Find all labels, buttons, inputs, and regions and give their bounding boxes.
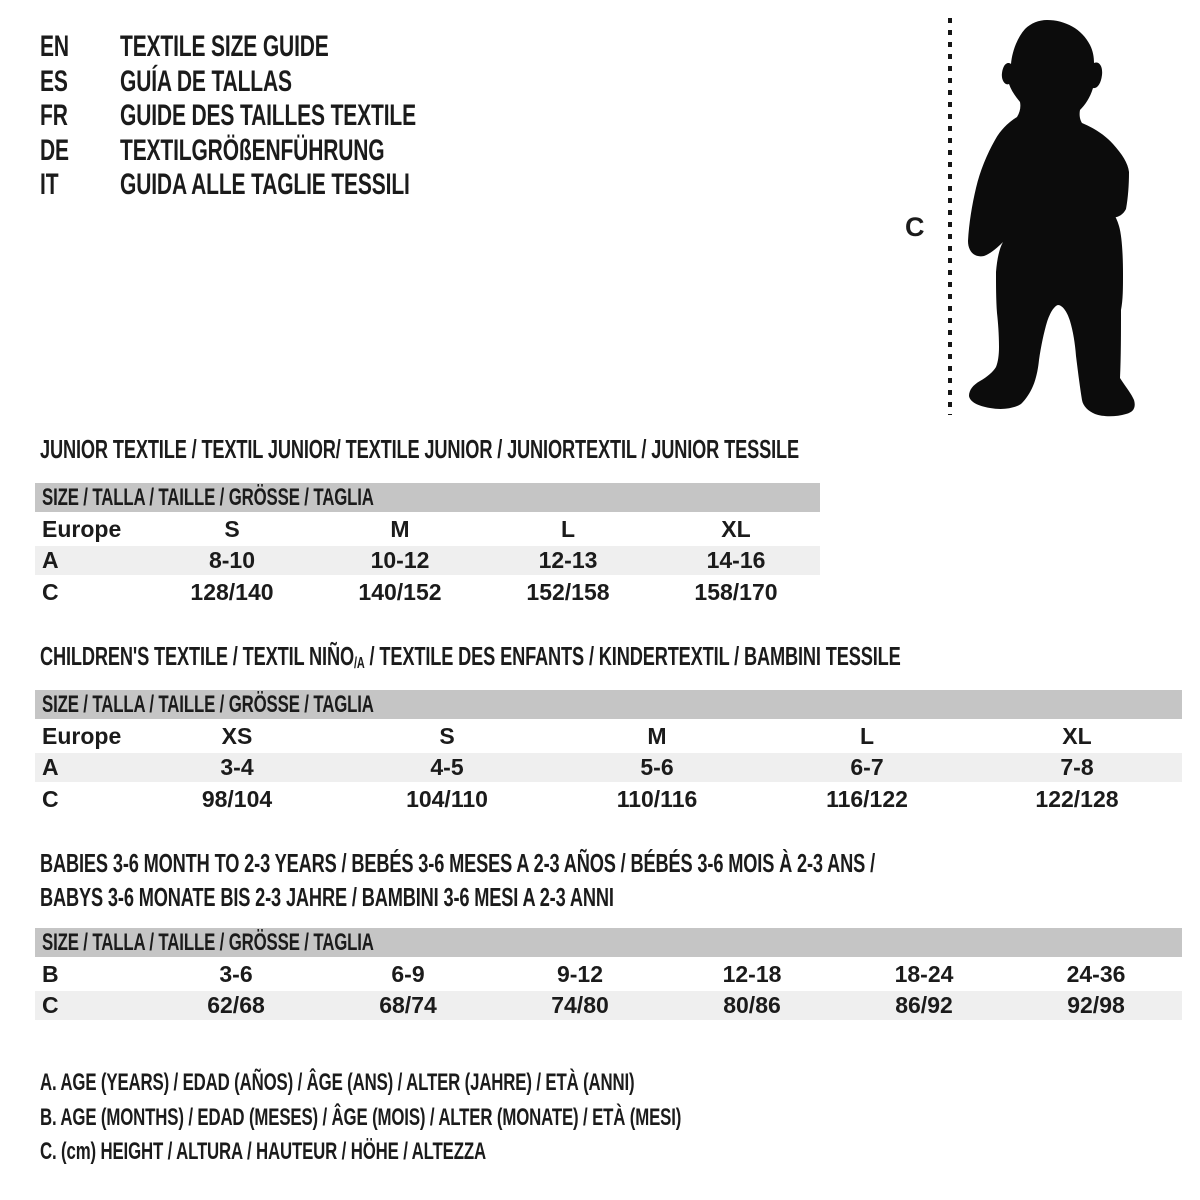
row-label-cell: C: [35, 990, 150, 1021]
babies-size-table-block: [35, 928, 1182, 1022]
size-value-cell: 86/92: [838, 990, 1010, 1021]
children-size-table-block: [35, 690, 1182, 814]
size-value-cell: 140/152: [358, 578, 442, 605]
size-value-cell: 116/122: [826, 785, 908, 812]
size-value-cell: 18-24: [894, 960, 954, 987]
size-value-cell: 10-12: [316, 545, 484, 576]
size-value-cell: 158/170: [694, 578, 778, 605]
language-header: [40, 30, 543, 203]
size-value-cell: 3-4: [132, 752, 342, 783]
size-value-cell: XL: [721, 515, 751, 542]
lang-row: [40, 168, 543, 203]
section-title-junior: JUNIOR TEXTILE / TEXTIL JUNIOR/ TEXTILE JUNIOR / JUNIORTEXTIL / JUNIOR TESSILE: [40, 434, 799, 464]
size-value-cell: 8-10: [148, 545, 316, 576]
lang-code-es: ES: [40, 64, 68, 98]
lang-row: [40, 30, 543, 65]
lang-code-it: IT: [40, 168, 59, 202]
table-row: [35, 990, 1182, 1021]
lang-code-en: EN: [40, 30, 69, 64]
table-row: [35, 752, 1182, 783]
table-row: [35, 514, 820, 545]
size-value-cell: 7-8: [972, 752, 1182, 783]
size-value-cell: 152/158: [526, 578, 610, 605]
size-value-cell: 122/128: [1035, 785, 1119, 812]
height-dashed-line: [948, 18, 952, 415]
size-value-cell: 12-18: [722, 960, 782, 987]
size-value-cell: 6-9: [391, 960, 425, 987]
lang-title-de: TEXTILGRÖßENFÜHRUNG: [120, 133, 385, 167]
table-row: [35, 576, 820, 607]
size-value-cell: S: [224, 515, 240, 542]
size-header-band: SIZE / TALLA / TAILLE / GRÖSSE / TAGLIA: [35, 928, 1182, 957]
size-value-cell: 3-6: [219, 960, 253, 987]
table-row: [35, 959, 1182, 990]
legend-line-a: A. AGE (YEARS) / EDAD (AÑOS) / ÂGE (ANS) / ALTER (JAHRE) / ETÀ (ANNI): [40, 1069, 635, 1096]
size-value-cell: L: [859, 722, 875, 749]
size-value-cell: 92/98: [1010, 990, 1182, 1021]
lang-code-de: DE: [40, 133, 69, 167]
size-value-cell: 98/104: [201, 785, 273, 812]
size-table-babies: [35, 959, 1182, 1022]
size-header-band: SIZE / TALLA / TAILLE / GRÖSSE / TAGLIA: [35, 690, 1182, 719]
section-title-children: CHILDREN'S TEXTILE / TEXTIL NIÑO/A / TEXTILE DES ENFANTS / KINDERTEXTIL / BAMBINI TESSILE: [40, 641, 901, 672]
lang-code-fr: FR: [40, 99, 68, 133]
junior-size-table-block: [35, 483, 820, 607]
size-table-junior: [35, 514, 820, 607]
size-value-cell: M: [390, 515, 410, 542]
size-value-cell: 104/110: [406, 785, 488, 812]
row-label-cell: Europe: [42, 722, 122, 749]
row-label-cell: Europe: [42, 515, 122, 542]
size-value-cell: 24-36: [1066, 960, 1126, 987]
size-value-cell: 74/80: [494, 990, 666, 1021]
size-value-cell: L: [560, 515, 576, 542]
size-value-cell: M: [647, 722, 667, 749]
legend-line-b: B. AGE (MONTHS) / EDAD (MESES) / ÂGE (MOIS) / ALTER (MONATE) / ETÀ (MESI): [40, 1104, 682, 1131]
size-value-cell: 12-13: [484, 545, 652, 576]
title-subscript: /A: [353, 655, 365, 672]
row-label-cell: C: [42, 785, 59, 812]
row-label-cell: B: [42, 960, 59, 987]
size-value-cell: 68/74: [322, 990, 494, 1021]
size-value-cell: S: [439, 722, 455, 749]
size-table-children: [35, 721, 1182, 814]
row-label-cell: C: [42, 578, 59, 605]
size-value-cell: 128/140: [190, 578, 274, 605]
size-header-band: SIZE / TALLA / TAILLE / GRÖSSE / TAGLIA: [35, 483, 820, 512]
size-value-cell: 62/68: [150, 990, 322, 1021]
row-label-cell: A: [35, 545, 148, 576]
table-row: [35, 783, 1182, 814]
size-value-cell: 110/116: [616, 785, 698, 812]
lang-row: [40, 65, 543, 100]
size-value-cell: 80/86: [666, 990, 838, 1021]
size-value-cell: 4-5: [342, 752, 552, 783]
lang-title-en: TEXTILE SIZE GUIDE: [120, 30, 329, 64]
size-value-cell: XS: [221, 722, 253, 749]
size-value-cell: 6-7: [762, 752, 972, 783]
lang-title-fr: GUIDE DES TAILLES TEXTILE: [120, 99, 416, 133]
height-measure-label: C: [905, 212, 925, 242]
lang-title-es: GUÍA DE TALLAS: [120, 64, 292, 98]
lang-row: [40, 99, 543, 134]
table-row: [35, 545, 820, 576]
section-title-babies-line1: BABIES 3-6 MONTH TO 2-3 YEARS / BEBÉS 3-6 MESES A 2-3 AÑOS / BÉBÉS 3-6 MOIS À 2-3 ANS /: [40, 848, 876, 878]
toddler-silhouette-icon: [963, 16, 1140, 425]
size-value-cell: XL: [1062, 722, 1092, 749]
size-value-cell: 14-16: [652, 545, 820, 576]
row-label-cell: A: [35, 752, 132, 783]
lang-title-it: GUIDA ALLE TAGLIE TESSILI: [120, 168, 410, 202]
table-row: [35, 721, 1182, 752]
size-value-cell: 5-6: [552, 752, 762, 783]
lang-row: [40, 134, 543, 169]
size-value-cell: 9-12: [556, 960, 604, 987]
legend-line-c: C. (cm) HEIGHT / ALTURA / HAUTEUR / HÖHE / ALTEZZA: [40, 1138, 486, 1165]
section-title-babies-line2: BABYS 3-6 MONATE BIS 2-3 JAHRE / BAMBINI 3-6 MESI A 2-3 ANNI: [40, 882, 614, 912]
